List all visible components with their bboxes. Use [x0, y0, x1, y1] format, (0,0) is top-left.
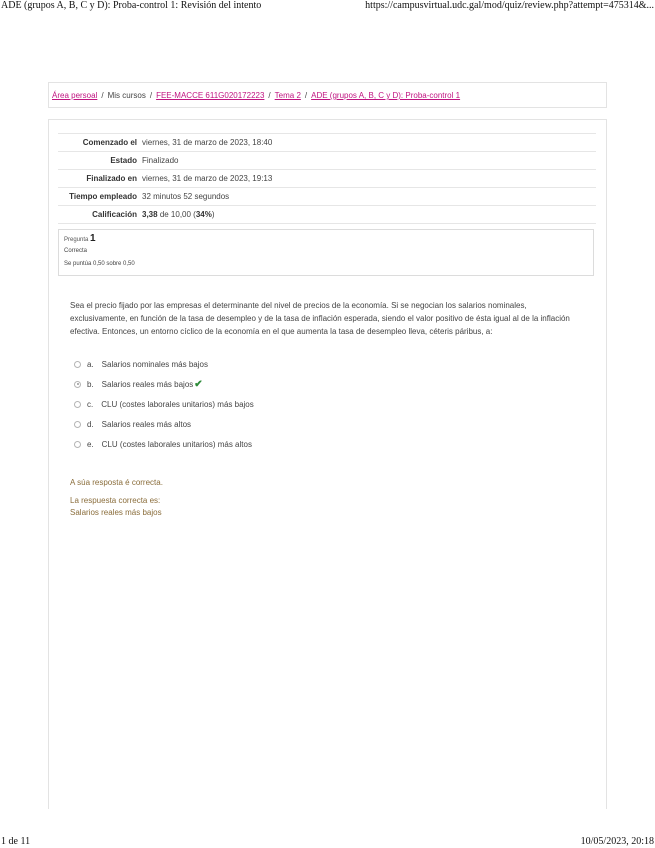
radio-button[interactable]: [74, 401, 81, 408]
question-text: Sea el precio fijado por las empresas el determinante del nivel de precios de la economía. Si se negocian los salarios nominales, exclusivamente, en función de la tasa de desempleo y de la tasa de inflación esperada, siendo el valor positivo de ésta igual al de la inflación efectiva. Entonces, un entorno cíclico de la economía en el que aumenta la tasa de desempleo lleva, céteris páribus, a:: [70, 301, 570, 336]
summary-key: Calificación: [92, 210, 137, 219]
check-icon: ✔: [194, 378, 203, 390]
print-title: ADE (grupos A, B, C y D): Proba-control 1: Revisión del intento: [1, 0, 262, 11]
summary-value: [142, 209, 215, 220]
summary-value: Finalizado: [142, 156, 179, 165]
question-feedback: [70, 478, 163, 517]
answer-options: [74, 354, 254, 454]
print-footer: [0, 834, 655, 848]
answer-text: Salarios reales más bajos: [101, 379, 194, 389]
answer-option-a[interactable]: [74, 354, 254, 374]
breadcrumb-item-quiz[interactable]: ADE (grupos A, B, C y D): Proba-control 1: [311, 91, 461, 100]
summary-value: 32 minutos 52 segundos: [142, 192, 230, 201]
summary-key: Estado: [110, 156, 137, 165]
radio-button[interactable]: [74, 441, 81, 448]
question-info-box: [58, 229, 594, 276]
radio-button-selected[interactable]: [74, 381, 81, 388]
grade-of: de 10,00 (: [159, 210, 196, 219]
radio-button[interactable]: [74, 421, 81, 428]
breadcrumb-item-mis-cursos: Mis cursos: [107, 91, 146, 100]
answer-text: CLU (costes laborales unitarios) más bajos: [101, 399, 254, 409]
breadcrumb-item-tema[interactable]: Tema 2: [274, 91, 301, 100]
answer-letter: d.: [87, 419, 94, 429]
breadcrumb-separator: /: [268, 91, 271, 100]
breadcrumb-separator: /: [149, 91, 153, 100]
grade-percent: 34%: [195, 210, 212, 219]
answer-option-c[interactable]: [74, 394, 254, 414]
summary-key: Comenzado el: [82, 138, 137, 147]
print-datetime: 10/05/2023, 20:18: [580, 836, 654, 847]
answer-option-d[interactable]: [74, 414, 254, 434]
summary-value: viernes, 31 de marzo de 2023, 18:40: [142, 138, 273, 147]
answer-option-b[interactable]: [74, 374, 254, 394]
breadcrumb-item-course[interactable]: FEE-MACCE 611G020172223: [156, 91, 265, 100]
breadcrumb-separator: /: [101, 91, 104, 100]
right-answer-label: La respuesta correcta es:: [70, 496, 161, 505]
answer-option-e[interactable]: [74, 434, 254, 454]
summary-key: Tiempo empleado: [69, 192, 137, 201]
question-state: Correcta: [64, 248, 88, 254]
answer-letter: b.: [87, 379, 94, 389]
radio-button[interactable]: [74, 361, 81, 368]
specific-feedback: A súa resposta é correcta.: [70, 478, 163, 487]
breadcrumb-item-area-persoal[interactable]: Área persoal: [52, 91, 98, 100]
answer-text: Salarios nominales más bajos: [101, 359, 208, 369]
breadcrumb: [48, 82, 607, 108]
answer-letter: e.: [87, 439, 94, 449]
page-number: 1 de 11: [1, 836, 31, 847]
summary-row-state: [58, 151, 596, 169]
grade-close: ): [211, 210, 215, 219]
question-number: [64, 233, 588, 244]
question-grade: Se puntúa 0,50 sobre 0,50: [64, 261, 135, 267]
question-label: Pregunta: [64, 237, 89, 243]
summary-key: Finalizado en: [86, 174, 137, 183]
print-header: [0, 0, 655, 14]
answer-text: Salarios reales más altos: [101, 419, 192, 429]
right-answer: Salarios reales más bajos: [70, 508, 162, 517]
summary-row-finished: [58, 169, 596, 187]
answer-letter: a.: [87, 359, 94, 369]
summary-row-started: [58, 133, 596, 151]
answer-letter: c.: [87, 399, 94, 409]
answer-text: CLU (costes laborales unitarios) más altos: [101, 439, 252, 449]
print-url: https://campusvirtual.udc.gal/mod/quiz/review.php?attempt=475314&...: [365, 0, 654, 11]
summary-value: viernes, 31 de marzo de 2023, 19:13: [142, 174, 273, 183]
grade-score: 3,38: [142, 210, 158, 219]
question-number-value: 1: [90, 233, 96, 244]
attempt-summary-table: [58, 133, 596, 224]
summary-row-grade: [58, 205, 596, 224]
breadcrumb-separator: /: [304, 91, 308, 100]
summary-row-time-taken: [58, 187, 596, 205]
